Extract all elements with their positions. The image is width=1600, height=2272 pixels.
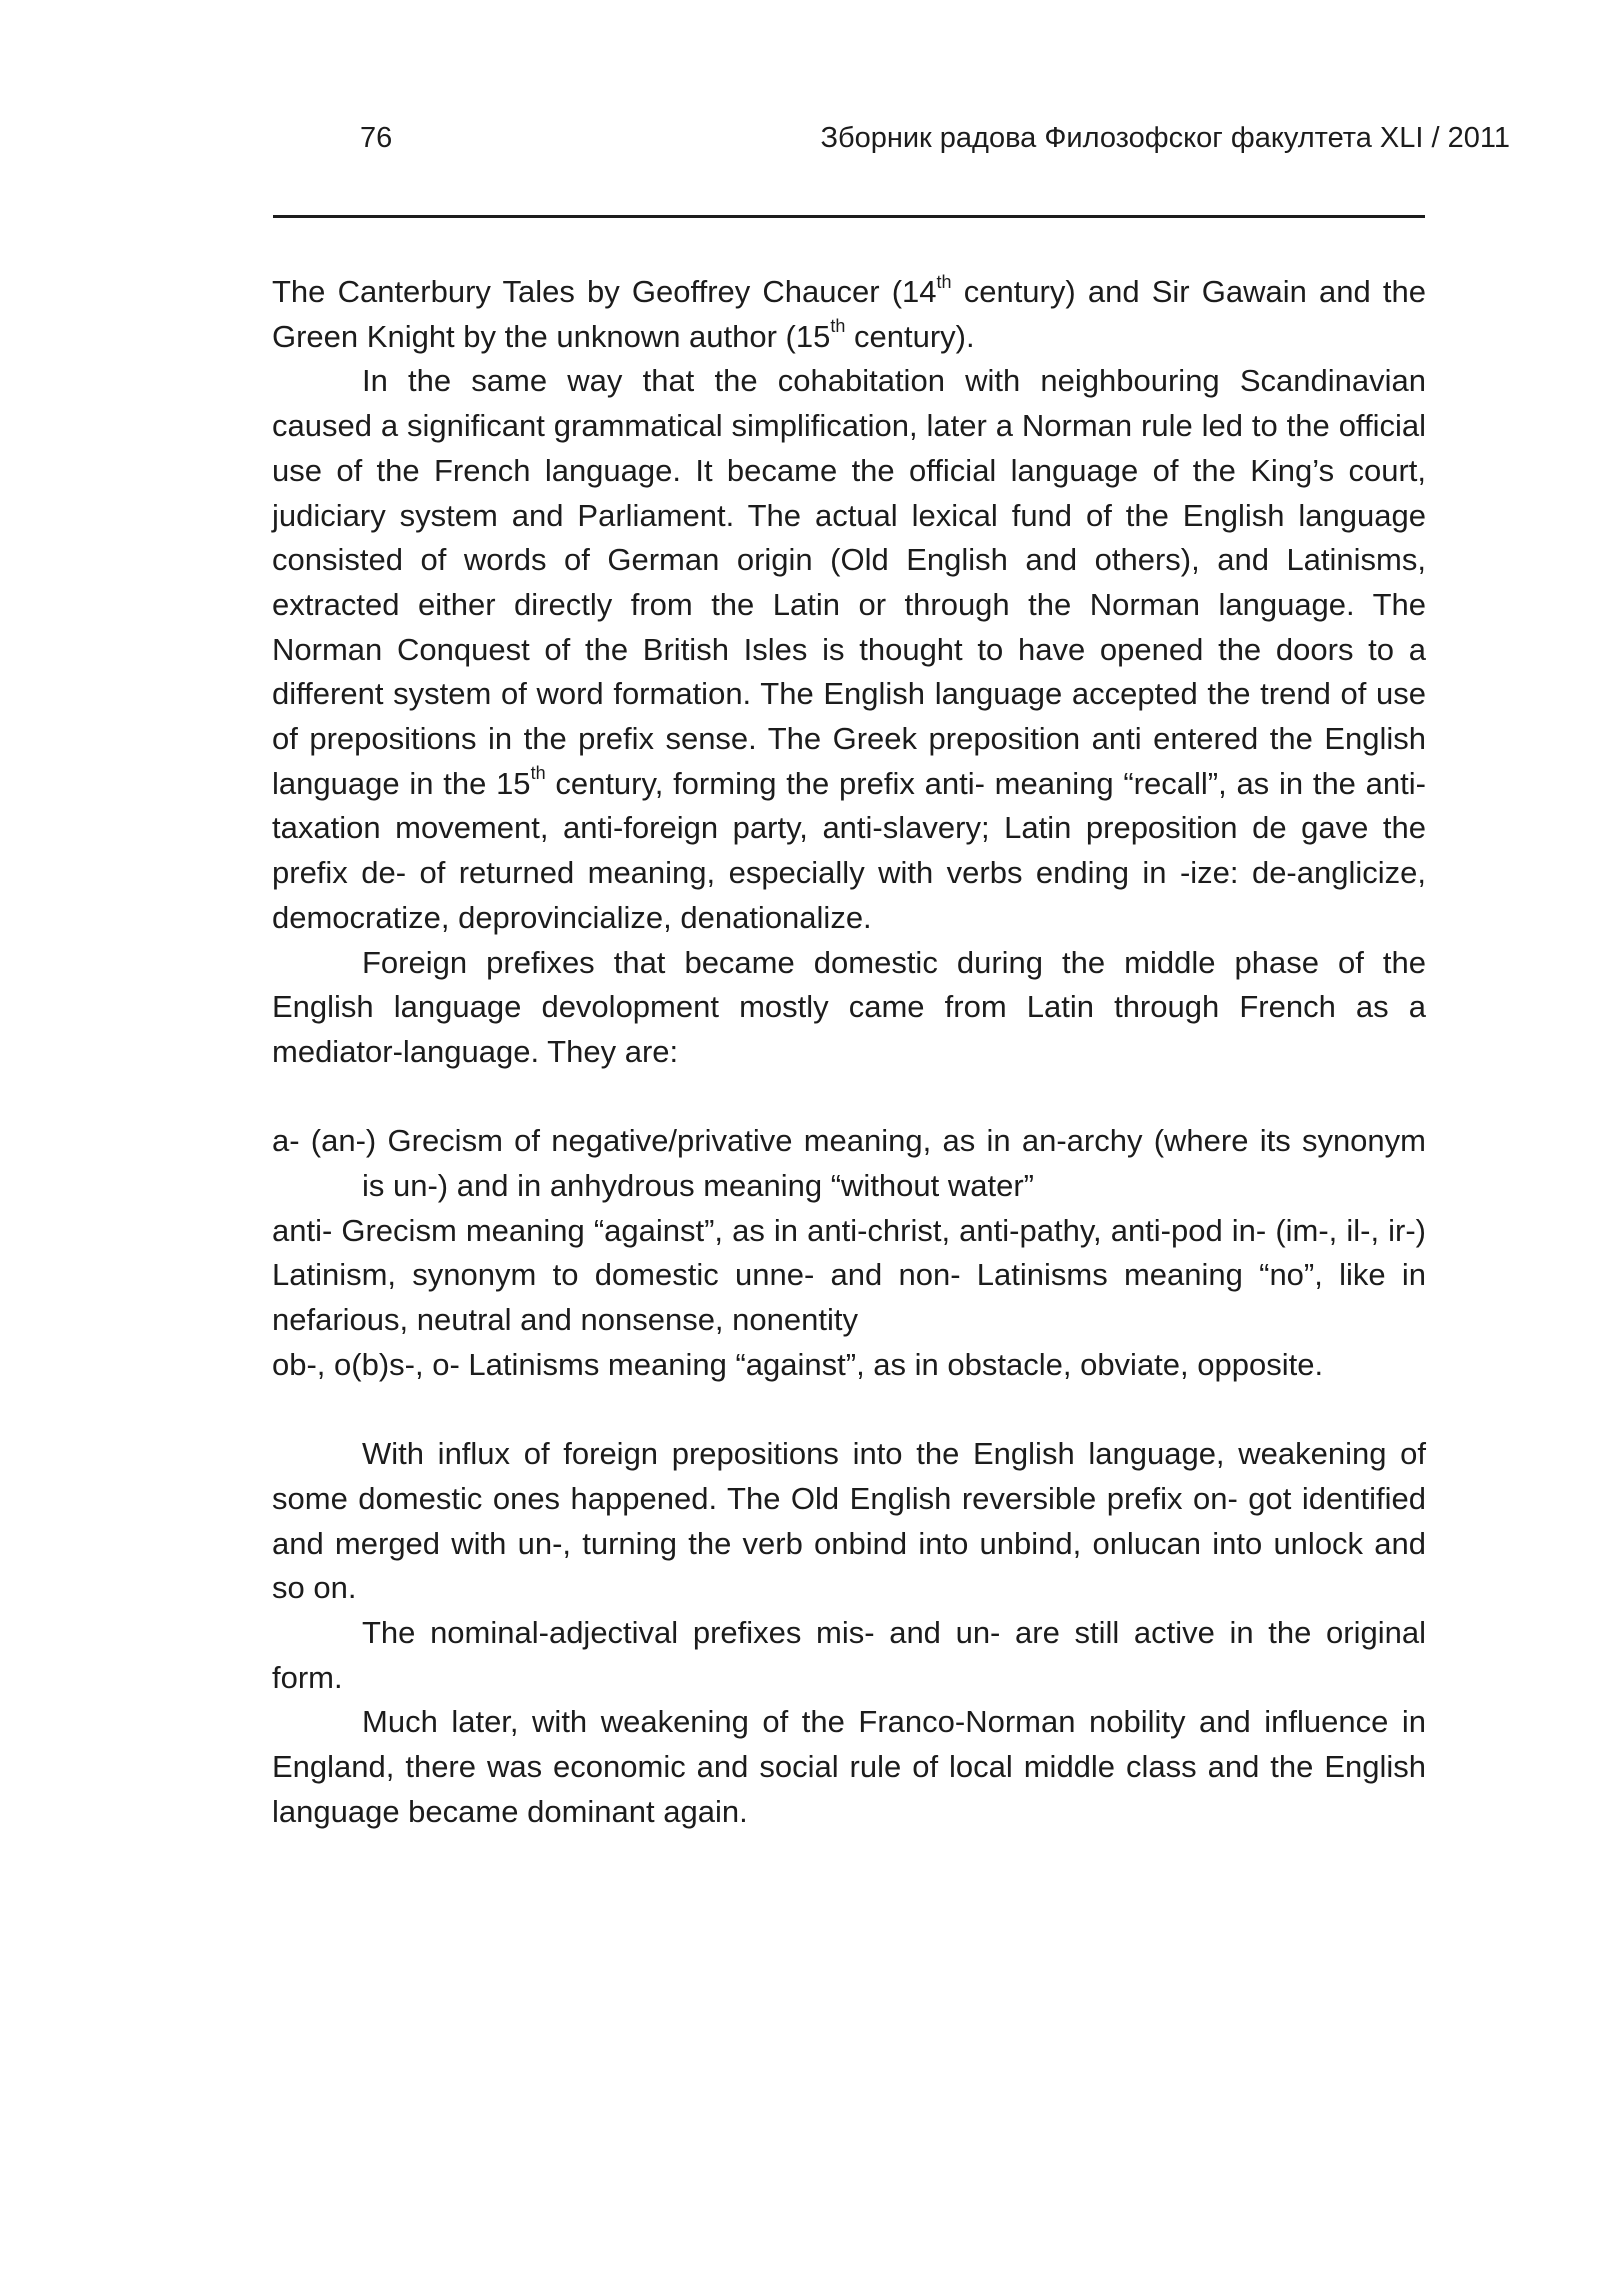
paragraph-1-text-c: century). xyxy=(845,318,975,354)
article-body xyxy=(272,270,1426,1835)
prefix-list-item-2: anti- Grecism meaning “against”, as in anti-christ, anti-pathy, anti-pod in- (im-, il-, ir-) Latinism, synonym to domestic unne- and non- Latinisms meaning “no”, like in nefarious, neutral and nonsense, nonentity xyxy=(272,1212,1426,1338)
running-header xyxy=(360,118,1510,158)
paragraph-4: With influx of foreign prepositions into the English language, weakening of some domestic ones happened. The Old English reversible prefix on- got identified and merged with un-, turning the verb onbind into unbind, onlucan into unlock and so on. xyxy=(272,1436,1426,1606)
paragraph-1-text-b: century) and Sir Gawain and the Green Knight by the unknown author (15 xyxy=(272,274,1426,354)
blank-line xyxy=(272,1075,1426,1120)
journal-title: Зборник радова Филозофског факултета XLI / 2011 xyxy=(820,122,1510,154)
paragraph-2-text-b: century, forming the prefix anti- meaning “recall”, as in the anti-taxation movement, anti-foreign party, anti-slavery; Latin preposition de gave the prefix de- of returned meaning, especially with verbs ending in -ize: de-anglicize, democratize, deprovincialize, denationalize. xyxy=(272,765,1426,935)
blank-line xyxy=(272,1388,1426,1433)
paragraph-6: Much later, with weakening of the Franco-Norman nobility and influence in England, there was economic and social rule of local middle class and the English language became dominant again. xyxy=(272,1704,1426,1829)
paragraph-2 xyxy=(272,359,1426,940)
prefix-list-item-1: a- (an-) Grecism of negative/privative meaning, as in an-archy (where its synonym is un-) and in anhydrous meaning “without water” xyxy=(272,1123,1426,1204)
superscript-th: th xyxy=(830,316,846,337)
paragraph-1-text-a: The Canterbury Tales by Geoffrey Chaucer (14 xyxy=(272,274,937,309)
paragraph-3: Foreign prefixes that became domestic during the middle phase of the English language devolopment mostly came from Latin through French as a mediator-language. They are: xyxy=(272,944,1426,1069)
paragraph-1 xyxy=(272,270,1426,359)
superscript-th: th xyxy=(530,763,546,784)
paragraph-2-text-a: In the same way that the cohabitation with neighbouring Scandinavian caused a significant grammatical simplification, later a Norman rule led to the official use of the French language. It became the official language of the King’s court, judiciary system and Parliament. The actual lexical fund of the English language consisted of words of German origin (Old English and others), and Latinisms, extracted either directly from the Latin or through the Norman language. The Norman Conquest of the British Isles is thought to have opened the doors to a different system of word formation. The English language accepted the trend of use of prepositions in the prefix sense. The Greek preposition anti entered the English language in the 15 xyxy=(272,363,1426,801)
header-rule xyxy=(273,215,1425,218)
paragraph-5: The nominal-adjectival prefixes mis- and un- are still active in the original form. xyxy=(272,1615,1426,1695)
superscript-th: th xyxy=(936,271,952,292)
page-number: 76 xyxy=(360,122,393,154)
prefix-list-item-3: ob-, o(b)s-, o- Latinisms meaning “against”, as in obstacle, obviate, opposite. xyxy=(272,1346,1324,1382)
